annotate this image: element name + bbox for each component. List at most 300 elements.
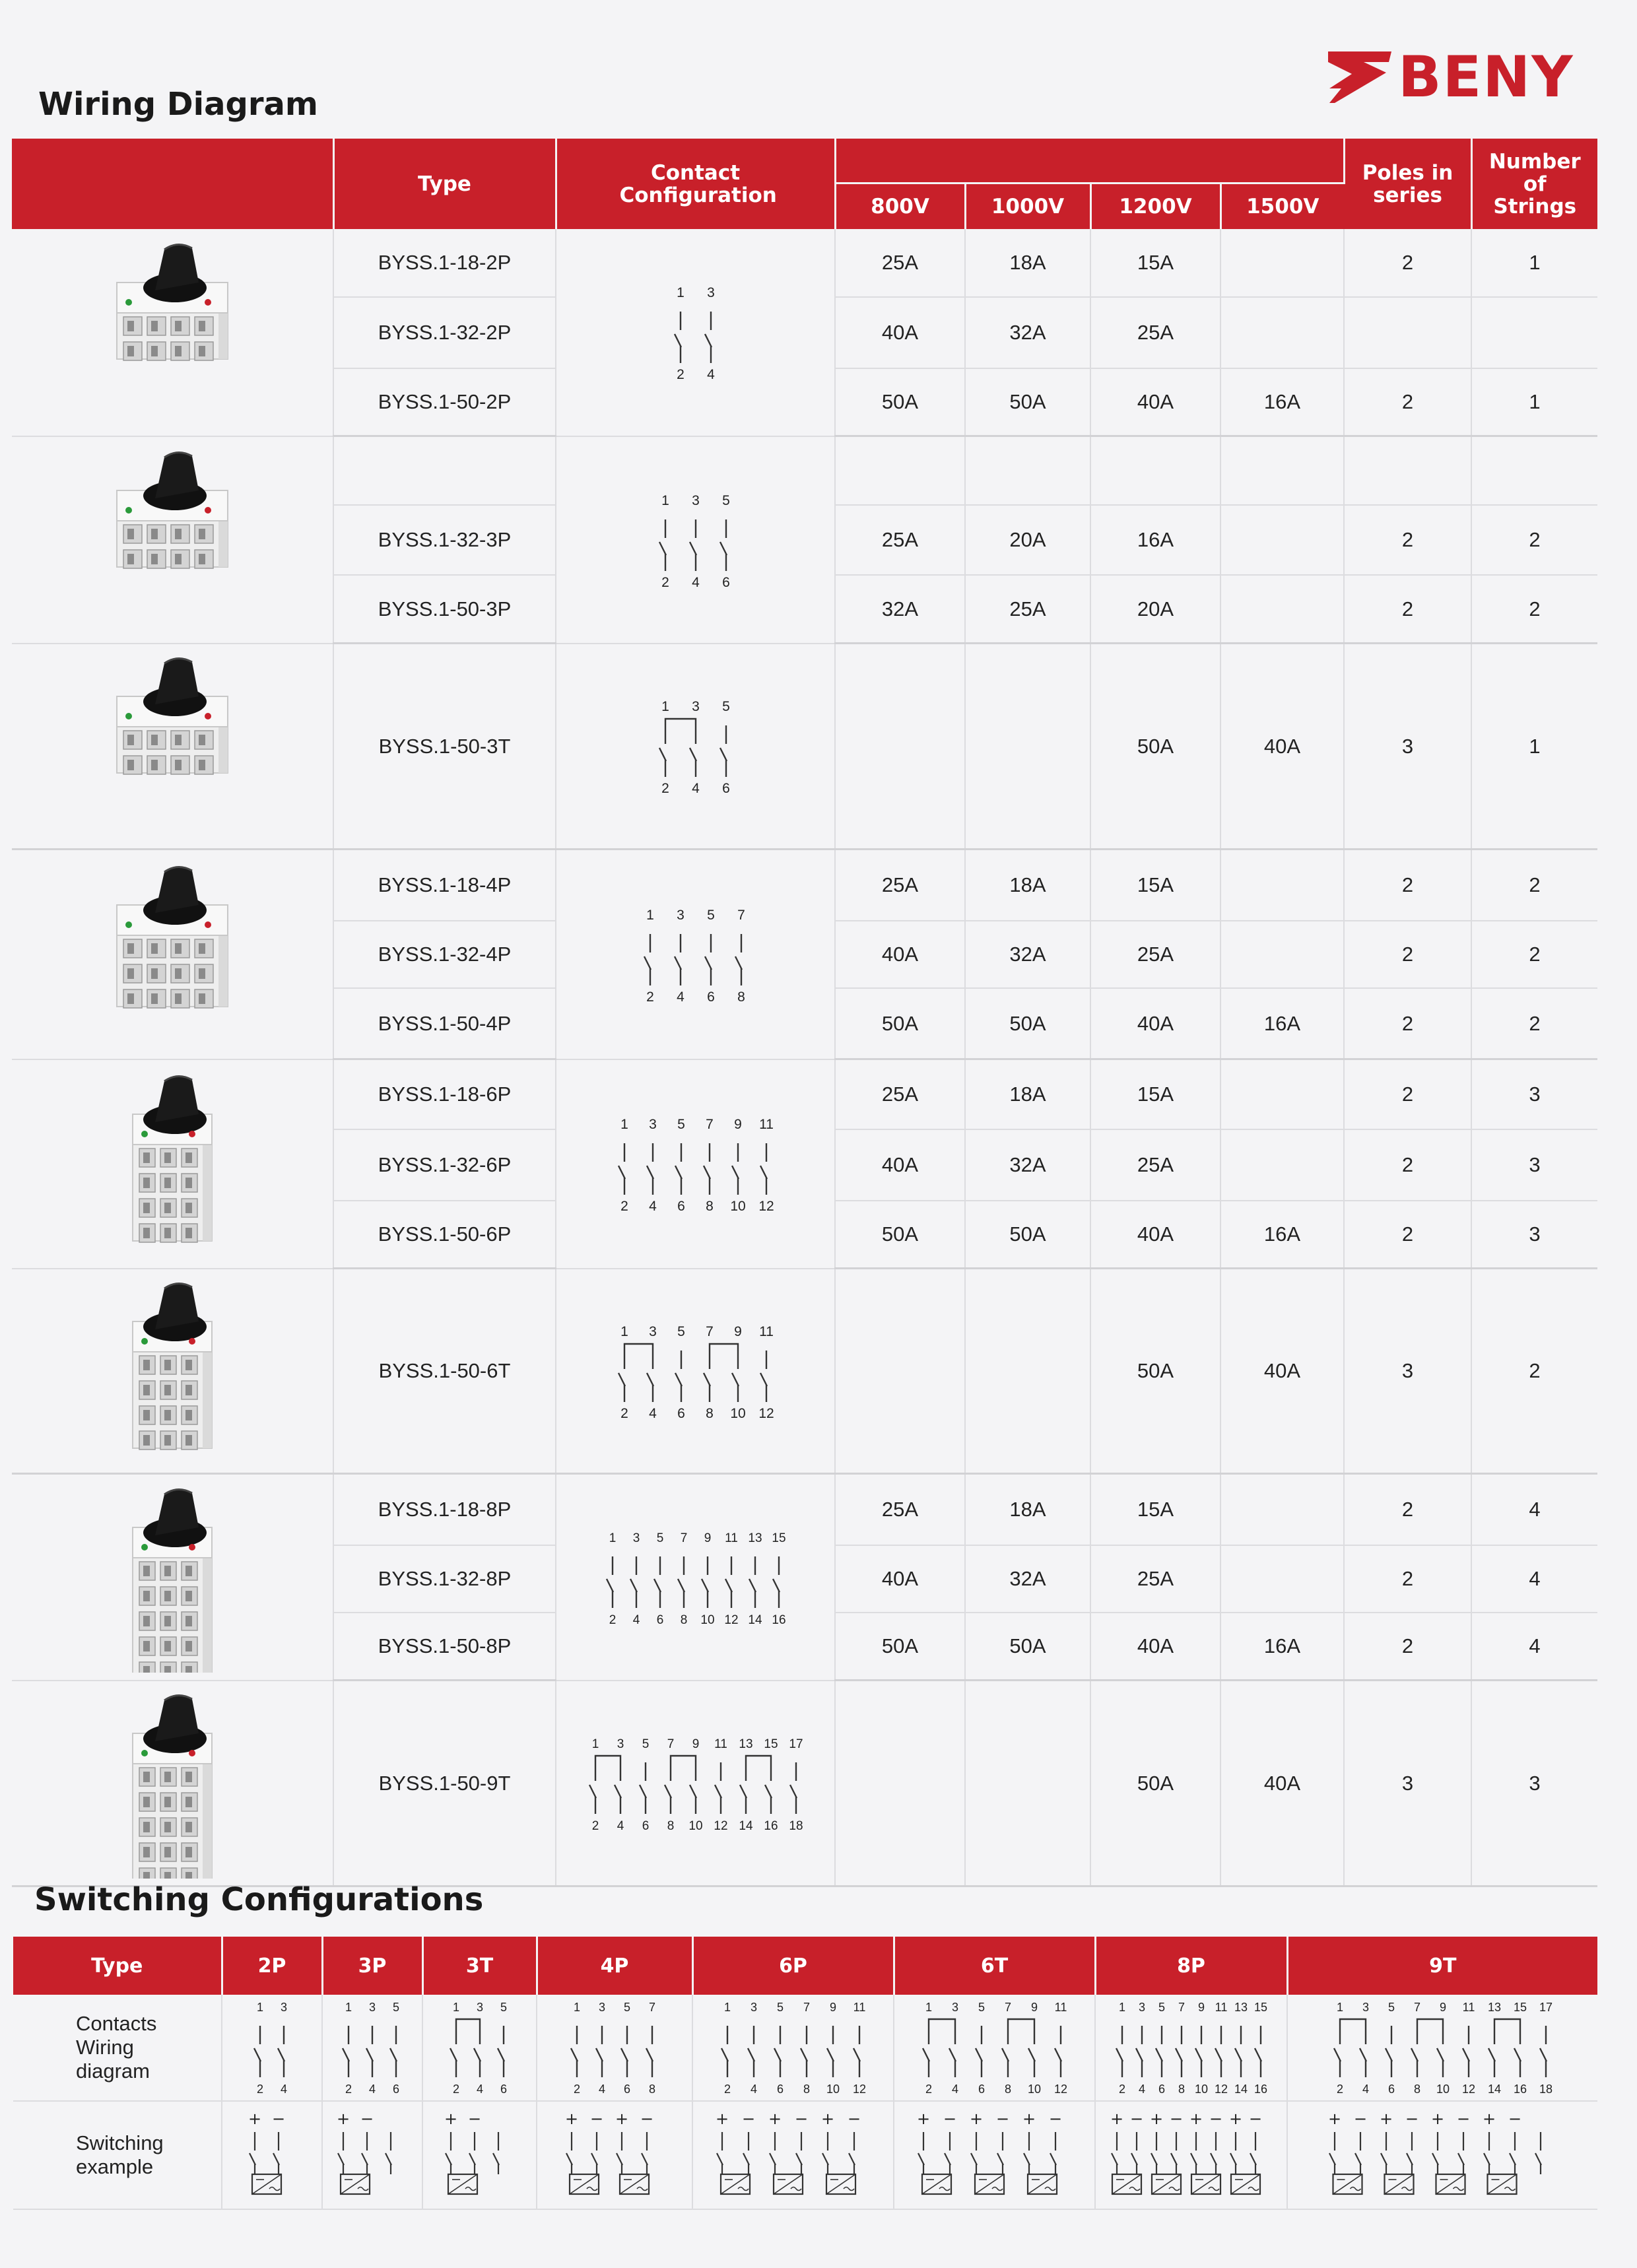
value-cell-v1000: 25A — [965, 575, 1090, 644]
value-cell-v800: 25A — [835, 229, 965, 297]
svg-text:5: 5 — [1387, 2000, 1395, 2014]
svg-text:−: − — [1129, 2110, 1143, 2128]
value-cell-strings: 1 — [1471, 644, 1597, 850]
switching-config-title: Switching Configurations — [34, 1881, 484, 1918]
value-cell-v1500 — [1220, 575, 1344, 644]
product-image — [12, 1681, 333, 1886]
value-cell-poles: 2 — [1344, 1129, 1471, 1201]
svg-text:2: 2 — [1118, 2082, 1125, 2096]
svg-text:12: 12 — [1461, 2082, 1475, 2096]
svg-text:+: + — [444, 2110, 457, 2128]
value-cell-v1000: 32A — [965, 1129, 1090, 1201]
svg-text:11: 11 — [1215, 2000, 1227, 2014]
svg-text:10: 10 — [730, 1405, 746, 1420]
value-cell-v800: 40A — [835, 1545, 965, 1613]
value-cell-poles: 2 — [1344, 1474, 1471, 1546]
svg-text:3: 3 — [706, 285, 715, 301]
svg-text:8: 8 — [648, 2082, 656, 2096]
value-cell-v1000: 18A — [965, 1474, 1090, 1546]
contact-configuration-icon — [652, 490, 739, 589]
svg-text:3: 3 — [617, 1737, 624, 1752]
svg-text:3: 3 — [691, 492, 700, 508]
value-cell-v1200: 50A — [1090, 644, 1220, 850]
svg-text:7: 7 — [803, 2000, 810, 2014]
contact-configuration-icon — [611, 1114, 780, 1213]
svg-text:1: 1 — [345, 2000, 352, 2014]
type-cell: BYSS.1-18-4P — [333, 850, 556, 921]
svg-text:3: 3 — [676, 907, 685, 923]
svg-text:12: 12 — [852, 2082, 866, 2096]
svg-text:10: 10 — [700, 1613, 715, 1627]
value-cell-v800 — [835, 1681, 965, 1886]
type-cell: BYSS.1-18-8P — [333, 1474, 556, 1546]
svg-text:−: − — [589, 2110, 604, 2128]
switching-example-icon — [240, 2106, 304, 2205]
svg-text:4: 4 — [691, 574, 700, 589]
value-cell-v1000: 32A — [965, 921, 1090, 988]
svg-text:9: 9 — [734, 1117, 742, 1132]
switching-header-type: Type — [13, 1937, 222, 1995]
value-cell-v800: 25A — [835, 505, 965, 575]
value-cell-v1200: 40A — [1090, 1201, 1220, 1269]
product-image — [12, 644, 333, 850]
svg-text:6: 6 — [776, 2082, 784, 2096]
svg-text:−: − — [271, 2110, 286, 2128]
svg-text:4: 4 — [598, 2082, 606, 2096]
svg-text:7: 7 — [667, 1737, 674, 1752]
svg-text:+: + — [1482, 2110, 1496, 2128]
value-cell-strings: 2 — [1471, 1269, 1597, 1474]
value-cell-strings: 4 — [1471, 1474, 1597, 1546]
svg-text:2: 2 — [661, 574, 669, 589]
value-cell-strings: 2 — [1471, 921, 1597, 988]
switching-example-2p — [222, 2101, 322, 2209]
svg-text:−: − — [741, 2110, 755, 2128]
value-cell-strings: 2 — [1471, 505, 1597, 575]
svg-text:1: 1 — [591, 1737, 599, 1752]
switching-example-icon — [1320, 2106, 1566, 2205]
value-cell-v1000: 18A — [965, 1059, 1090, 1130]
header-1000v: 1000V — [965, 183, 1090, 230]
svg-text:8: 8 — [680, 1613, 687, 1627]
value-cell-strings: 1 — [1471, 368, 1597, 436]
value-cell-v1200: 50A — [1090, 1681, 1220, 1886]
svg-text:3: 3 — [280, 2000, 288, 2014]
svg-text:11: 11 — [759, 1117, 774, 1132]
value-cell-strings: 3 — [1471, 1129, 1597, 1201]
switching-example-icon — [909, 2106, 1081, 2205]
value-cell-v1500 — [1220, 297, 1344, 368]
table-row — [12, 850, 1597, 921]
contact-configuration-icon — [599, 1527, 792, 1626]
contact-configuration-icon — [564, 1997, 665, 2096]
value-cell-v1500: 40A — [1220, 1269, 1344, 1474]
svg-text:8: 8 — [1178, 2082, 1185, 2096]
value-cell-v1500: 40A — [1220, 644, 1344, 850]
svg-text:+: + — [1379, 2110, 1393, 2128]
switching-example-3p — [322, 2101, 422, 2209]
svg-text:5: 5 — [677, 1323, 685, 1339]
product-image — [12, 229, 333, 436]
value-cell-strings: 3 — [1471, 1201, 1597, 1269]
switching-example-icon — [557, 2106, 672, 2205]
value-cell-v800: 25A — [835, 1059, 965, 1130]
value-cell-v1500 — [1220, 1129, 1344, 1201]
svg-text:+: + — [248, 2110, 262, 2128]
brand-name: BENY — [1398, 44, 1574, 110]
value-cell-v800: 50A — [835, 368, 965, 436]
type-cell — [333, 436, 556, 506]
svg-text:14: 14 — [747, 1613, 762, 1627]
rotary-switch-icon — [93, 444, 251, 636]
svg-text:6: 6 — [642, 1819, 649, 1833]
svg-text:7: 7 — [706, 1323, 714, 1339]
svg-text:11: 11 — [714, 1737, 727, 1752]
contacts-diagram-3p — [322, 1995, 422, 2101]
value-cell-v1000 — [965, 436, 1090, 506]
svg-text:4: 4 — [476, 2082, 483, 2096]
contacts-diagram-9t — [1287, 1995, 1597, 2101]
value-cell-poles: 2 — [1344, 1201, 1471, 1269]
product-image — [12, 1059, 333, 1269]
svg-text:6: 6 — [392, 2082, 400, 2096]
svg-text:12: 12 — [1214, 2082, 1228, 2096]
svg-text:2: 2 — [676, 367, 685, 382]
svg-text:4: 4 — [951, 2082, 958, 2096]
svg-text:6: 6 — [623, 2082, 631, 2096]
value-cell-v1000 — [965, 1681, 1090, 1886]
value-cell-poles: 3 — [1344, 1269, 1471, 1474]
contacts-diagram-2p — [222, 1995, 322, 2101]
svg-text:−: − — [794, 2110, 808, 2128]
svg-text:7: 7 — [706, 1117, 714, 1132]
svg-text:4: 4 — [632, 1613, 640, 1627]
svg-text:+: + — [615, 2110, 629, 2128]
type-cell: BYSS.1-50-4P — [333, 988, 556, 1059]
svg-text:6: 6 — [1158, 2082, 1165, 2096]
svg-text:13: 13 — [747, 1531, 762, 1546]
svg-text:10: 10 — [1027, 2082, 1041, 2096]
svg-text:1: 1 — [1336, 2000, 1343, 2014]
svg-text:14: 14 — [1487, 2082, 1501, 2096]
contacts-diagram-4p — [537, 1995, 692, 2101]
svg-text:5: 5 — [776, 2000, 784, 2014]
svg-text:6: 6 — [1387, 2082, 1395, 2096]
contact-configuration-icon — [582, 1733, 809, 1832]
svg-text:2: 2 — [620, 1405, 628, 1420]
svg-text:2: 2 — [646, 989, 654, 1004]
svg-text:4: 4 — [280, 2082, 288, 2096]
svg-text:+: + — [969, 2110, 983, 2128]
svg-text:7: 7 — [737, 907, 745, 923]
value-cell-v1000: 32A — [965, 1545, 1090, 1613]
svg-text:−: − — [467, 2110, 481, 2128]
switching-header-6p: 6P — [692, 1937, 894, 1995]
svg-text:7: 7 — [1004, 2000, 1011, 2014]
value-cell-v800 — [835, 644, 965, 850]
value-cell-v1500: 16A — [1220, 368, 1344, 436]
value-cell-v1200: 16A — [1090, 505, 1220, 575]
wiring-table — [12, 139, 1597, 1887]
svg-text:4: 4 — [676, 989, 685, 1004]
svg-text:−: − — [847, 2110, 861, 2128]
value-cell-poles — [1344, 436, 1471, 506]
svg-text:2: 2 — [925, 2082, 932, 2096]
svg-text:13: 13 — [1234, 2000, 1248, 2014]
switching-example-icon — [708, 2106, 879, 2205]
value-cell-poles — [1344, 297, 1471, 368]
header-1200v: 1200V — [1090, 183, 1220, 230]
svg-text:6: 6 — [721, 574, 730, 589]
contact-configuration-cell — [556, 436, 835, 644]
svg-text:5: 5 — [721, 699, 730, 715]
contact-configuration-icon — [1327, 1997, 1559, 2096]
value-cell-v800: 40A — [835, 1129, 965, 1201]
svg-text:3: 3 — [1362, 2000, 1369, 2014]
value-cell-v1200: 40A — [1090, 988, 1220, 1059]
value-cell-v1500: 40A — [1220, 1681, 1344, 1886]
contact-configuration-cell — [556, 1269, 835, 1474]
value-cell-v1000: 50A — [965, 368, 1090, 436]
value-cell-v800: 25A — [835, 850, 965, 921]
value-cell-poles: 3 — [1344, 1681, 1471, 1886]
switching-header-2p: 2P — [222, 1937, 322, 1995]
contacts-wiring-label: Contacts Wiring diagram — [13, 1995, 222, 2101]
value-cell-v1200: 25A — [1090, 1545, 1220, 1613]
svg-text:17: 17 — [1539, 2000, 1553, 2014]
product-image — [12, 850, 333, 1059]
svg-text:16: 16 — [1253, 2082, 1267, 2096]
svg-text:17: 17 — [788, 1737, 803, 1752]
svg-text:6: 6 — [721, 781, 730, 796]
svg-text:8: 8 — [1413, 2082, 1420, 2096]
value-cell-v1000: 50A — [965, 1613, 1090, 1681]
svg-text:9: 9 — [1030, 2000, 1038, 2014]
switching-example-4p — [537, 2101, 692, 2209]
value-cell-strings: 2 — [1471, 575, 1597, 644]
svg-text:3: 3 — [750, 2000, 757, 2014]
svg-text:2: 2 — [661, 781, 669, 796]
type-cell: BYSS.1-18-6P — [333, 1059, 556, 1130]
svg-text:+: + — [820, 2110, 834, 2128]
svg-text:10: 10 — [1194, 2082, 1208, 2096]
svg-text:1: 1 — [723, 2000, 731, 2014]
svg-text:1: 1 — [620, 1323, 628, 1339]
svg-text:8: 8 — [706, 1199, 714, 1213]
svg-text:1: 1 — [661, 699, 669, 715]
value-cell-poles: 2 — [1344, 921, 1471, 988]
svg-text:10: 10 — [730, 1199, 746, 1213]
type-cell: BYSS.1-32-8P — [333, 1545, 556, 1613]
svg-text:10: 10 — [826, 2082, 840, 2096]
rotary-switch-icon — [93, 1068, 251, 1259]
value-cell-v1500 — [1220, 921, 1344, 988]
value-cell-v1500 — [1220, 229, 1344, 297]
svg-text:+: + — [1430, 2110, 1444, 2128]
svg-text:−: − — [943, 2110, 956, 2128]
value-cell-v1000 — [965, 644, 1090, 850]
svg-text:3: 3 — [1138, 2000, 1145, 2014]
value-cell-v1000: 50A — [965, 1201, 1090, 1269]
value-cell-poles: 2 — [1344, 1613, 1471, 1681]
brand-logo — [1325, 44, 1589, 110]
svg-text:4: 4 — [1362, 2082, 1369, 2096]
svg-text:1: 1 — [1118, 2000, 1125, 2014]
svg-text:15: 15 — [771, 1531, 786, 1546]
type-cell: BYSS.1-32-4P — [333, 921, 556, 988]
type-cell: BYSS.1-50-3T — [333, 644, 556, 850]
switching-header-8p: 8P — [1095, 1937, 1287, 1995]
svg-text:4: 4 — [368, 2082, 376, 2096]
value-cell-v800: 25A — [835, 1474, 965, 1546]
contacts-diagram-8p — [1095, 1995, 1287, 2101]
svg-text:18: 18 — [788, 1819, 803, 1833]
svg-text:9: 9 — [734, 1323, 742, 1339]
type-cell: BYSS.1-50-9T — [333, 1681, 556, 1886]
switching-example-icon — [329, 2106, 416, 2205]
value-cell-v1500 — [1220, 505, 1344, 575]
svg-text:−: − — [1048, 2110, 1062, 2128]
svg-text:1: 1 — [452, 2000, 459, 2014]
svg-text:+: + — [715, 2110, 729, 2128]
svg-text:2: 2 — [609, 1613, 616, 1627]
svg-text:4: 4 — [750, 2082, 757, 2096]
switching-example-6t — [894, 2101, 1095, 2209]
rotary-switch-icon — [93, 236, 251, 428]
rotary-switch-icon — [93, 859, 251, 1050]
svg-text:3: 3 — [476, 2000, 483, 2014]
svg-text:15: 15 — [763, 1737, 778, 1752]
svg-text:11: 11 — [853, 2000, 865, 2014]
svg-text:15: 15 — [1253, 2000, 1267, 2014]
svg-text:2: 2 — [345, 2082, 352, 2096]
svg-text:11: 11 — [724, 1531, 738, 1546]
svg-text:2: 2 — [620, 1199, 628, 1213]
svg-text:6: 6 — [656, 1613, 663, 1627]
svg-text:2: 2 — [723, 2082, 731, 2096]
contact-configuration-cell — [556, 1681, 835, 1886]
header-1500v: 1500V — [1220, 183, 1344, 230]
svg-text:4: 4 — [691, 781, 700, 796]
svg-text:14: 14 — [1234, 2082, 1248, 2096]
svg-text:5: 5 — [392, 2000, 400, 2014]
value-cell-v1500: 16A — [1220, 1613, 1344, 1681]
value-cell-v800: 50A — [835, 988, 965, 1059]
contact-configuration-icon — [652, 696, 739, 795]
svg-text:3: 3 — [691, 699, 700, 715]
value-cell-v1500 — [1220, 1059, 1344, 1130]
switching-example-icon — [1102, 2106, 1281, 2205]
value-cell-poles: 2 — [1344, 850, 1471, 921]
svg-text:−: − — [1169, 2110, 1183, 2128]
svg-text:8: 8 — [667, 1819, 674, 1833]
header-image — [12, 139, 333, 229]
type-cell: BYSS.1-32-6P — [333, 1129, 556, 1201]
value-cell-poles: 2 — [1344, 368, 1471, 436]
contact-configuration-cell — [556, 1059, 835, 1269]
svg-text:−: − — [1405, 2110, 1419, 2128]
svg-text:3: 3 — [598, 2000, 606, 2014]
switching-example-3t — [422, 2101, 537, 2209]
value-cell-v1200: 25A — [1090, 1129, 1220, 1201]
header-type: Type — [333, 139, 556, 229]
svg-text:14: 14 — [738, 1819, 753, 1833]
svg-text:5: 5 — [721, 492, 730, 508]
value-cell-v1200: 15A — [1090, 850, 1220, 921]
svg-text:9: 9 — [829, 2000, 836, 2014]
svg-text:−: − — [360, 2110, 374, 2128]
switching-example-icon — [436, 2106, 523, 2205]
svg-text:11: 11 — [1462, 2000, 1475, 2014]
contact-configuration-cell — [556, 850, 835, 1059]
svg-text:4: 4 — [706, 367, 715, 382]
svg-text:7: 7 — [680, 1531, 687, 1546]
svg-text:−: − — [640, 2110, 654, 2128]
value-cell-poles: 2 — [1344, 229, 1471, 297]
svg-text:+: + — [1327, 2110, 1341, 2128]
switching-header-3p: 3P — [322, 1937, 422, 1995]
value-cell-v1000: 20A — [965, 505, 1090, 575]
table-row — [12, 436, 1597, 506]
svg-text:+: + — [916, 2110, 930, 2128]
svg-text:16: 16 — [771, 1613, 786, 1627]
svg-text:7: 7 — [648, 2000, 656, 2014]
header-poles: Poles in series — [1344, 139, 1471, 229]
svg-text:−: − — [1456, 2110, 1470, 2128]
switching-header-4p: 4P — [537, 1937, 692, 1995]
svg-text:8: 8 — [803, 2082, 810, 2096]
svg-text:12: 12 — [758, 1199, 774, 1213]
svg-text:12: 12 — [1053, 2082, 1067, 2096]
svg-text:6: 6 — [500, 2082, 507, 2096]
svg-text:3: 3 — [368, 2000, 376, 2014]
svg-text:11: 11 — [1054, 2000, 1067, 2014]
svg-text:1: 1 — [661, 492, 669, 508]
product-image — [12, 1269, 333, 1474]
svg-text:3: 3 — [632, 1531, 640, 1546]
value-cell-v1200: 40A — [1090, 1613, 1220, 1681]
svg-text:4: 4 — [617, 1819, 624, 1833]
svg-text:18: 18 — [1539, 2082, 1553, 2096]
contact-configuration-cell — [556, 229, 835, 436]
svg-text:5: 5 — [706, 907, 715, 923]
switching-example-6p — [692, 2101, 894, 2209]
value-cell-v800: 50A — [835, 1613, 965, 1681]
svg-text:−: − — [1248, 2110, 1262, 2128]
svg-text:4: 4 — [1138, 2082, 1145, 2096]
svg-text:+: + — [768, 2110, 782, 2128]
svg-text:6: 6 — [978, 2082, 985, 2096]
svg-text:9: 9 — [1197, 2000, 1205, 2014]
contact-configuration-cell — [556, 644, 835, 850]
svg-text:−: − — [1209, 2110, 1222, 2128]
value-cell-v1200: 15A — [1090, 1059, 1220, 1130]
contact-configuration-icon — [667, 283, 724, 382]
svg-text:5: 5 — [978, 2000, 985, 2014]
value-cell-v1200: 15A — [1090, 1474, 1220, 1546]
value-cell-v1200: 50A — [1090, 1269, 1220, 1474]
rotary-switch-icon — [93, 1275, 251, 1467]
header-voltage-group — [835, 139, 1344, 183]
header-800v: 800V — [835, 183, 965, 230]
switching-table — [13, 1937, 1597, 2210]
svg-text:+: + — [336, 2110, 351, 2128]
svg-text:5: 5 — [500, 2000, 507, 2014]
value-cell-poles: 3 — [1344, 644, 1471, 850]
svg-text:1: 1 — [573, 2000, 581, 2014]
value-cell-v1000 — [965, 1269, 1090, 1474]
svg-text:+: + — [564, 2110, 579, 2128]
